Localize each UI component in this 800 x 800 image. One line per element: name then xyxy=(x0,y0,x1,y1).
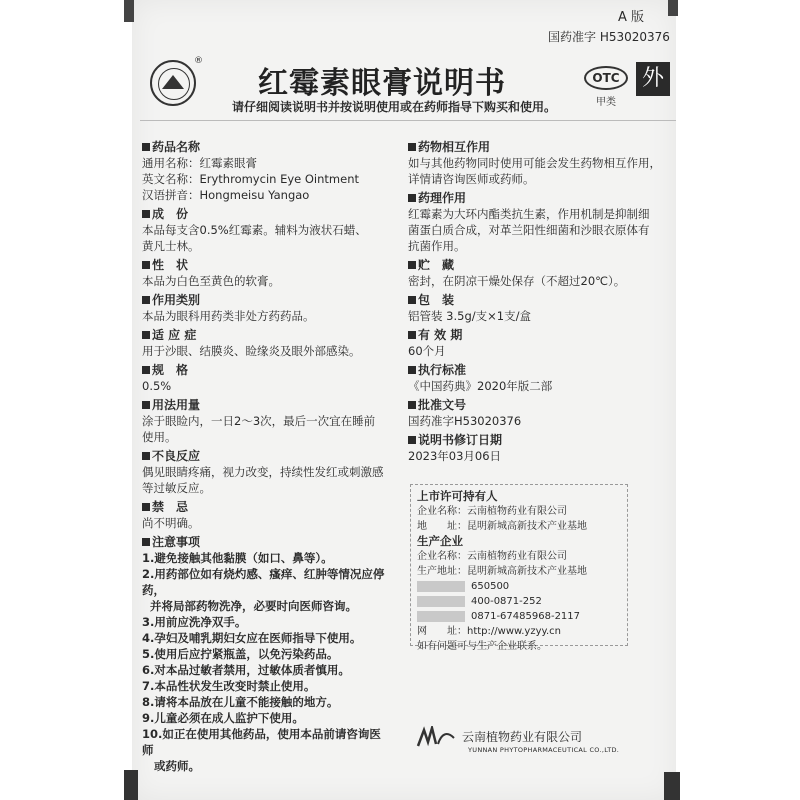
square-bullet-icon xyxy=(142,366,150,374)
text-line: 《中国药典》2020年版二部 xyxy=(408,379,553,393)
company-logo-icon xyxy=(150,60,196,106)
precaution-item: 5.使用后应拧紧瓶盖，以免污染药品。 xyxy=(142,647,339,661)
producer-name: 企业名称：云南植物药业有限公司 xyxy=(417,551,567,562)
precaution-item: 9.儿童必须在成人监护下使用。 xyxy=(142,711,304,725)
text-line: 红霉素为大环内酯类抗生素，作用机制是抑制细 xyxy=(408,207,650,221)
redacted-label xyxy=(417,611,465,622)
text-line: 本品为白色至黄色的软膏。 xyxy=(142,274,280,288)
square-bullet-icon xyxy=(142,296,150,304)
footer-company-name: 云南植物药业有限公司 xyxy=(462,730,583,744)
section-title: 药品名称 xyxy=(142,139,392,155)
background-right xyxy=(676,0,800,800)
producer-address: 生产地址：昆明新城高新技术产业基地 xyxy=(417,566,587,577)
binder-clip xyxy=(124,770,138,800)
square-bullet-icon xyxy=(142,538,150,546)
footer-company-english: YUNNAN PHYTOPHARMACEUTICAL CO.,LTD. xyxy=(468,746,620,754)
section-title: 说明书修订日期 xyxy=(408,432,670,448)
section-title: 药物相互作用 xyxy=(408,139,670,155)
text-line: 抗菌作用。 xyxy=(408,239,466,253)
text-line: 等过敏反应。 xyxy=(142,481,211,495)
company-footer-logo-icon xyxy=(416,726,456,748)
usage-notice: 请仔细阅读说明书并按说明使用或在药师指导下购买和使用。 xyxy=(232,100,557,114)
text-line: 密封，在阴凉干燥处保存（不超过20℃）。 xyxy=(408,274,626,288)
text-line: 英文名称：Erythromycin Eye Ointment xyxy=(142,172,360,186)
manufacturer-info-box xyxy=(410,484,628,652)
section-title: 规 格 xyxy=(142,362,392,378)
divider xyxy=(140,120,676,121)
postcode: 650500 xyxy=(471,581,510,592)
square-bullet-icon xyxy=(408,401,416,409)
text-line: 国药准字H53020376 xyxy=(408,414,522,428)
registered-mark: ® xyxy=(194,56,203,66)
section-title: 用法用量 xyxy=(142,397,392,413)
square-bullet-icon xyxy=(408,436,416,444)
text-line: 本品为眼科用药类非处方药药品。 xyxy=(142,309,315,323)
text-line: 2023年03月06日 xyxy=(408,449,502,463)
square-bullet-icon xyxy=(408,331,416,339)
square-bullet-icon xyxy=(408,194,416,202)
mah-name: 企业名称：云南植物药业有限公司 xyxy=(417,506,567,517)
text-line: 60个月 xyxy=(408,344,446,358)
section-title: 性 状 xyxy=(142,257,392,273)
mah-address: 地 址：昆明新城高新技术产业基地 xyxy=(417,521,587,532)
square-bullet-icon xyxy=(142,452,150,460)
text-line: 偶见眼睛疼痛，视力改变，持续性发红或刺激感 xyxy=(142,465,384,479)
website: 网 址：http://www.yzyy.cn xyxy=(417,626,562,637)
precaution-item: 3.用前应洗净双手。 xyxy=(142,615,247,629)
approval-number-top: 国药准字 H53020376 xyxy=(548,30,670,44)
precaution-item: 8.请将本品放在儿童不能接触的地方。 xyxy=(142,695,339,709)
section-title: 有 效 期 xyxy=(408,327,670,343)
square-bullet-icon xyxy=(142,503,150,511)
otc-class-label: 甲类 xyxy=(596,97,616,108)
binder-clip xyxy=(668,0,678,16)
precaution-item: 或药师。 xyxy=(142,759,201,773)
text-line: 菌蛋白质合成，对革兰阳性细菌和沙眼衣原体有 xyxy=(408,223,650,237)
section-title: 批准文号 xyxy=(408,397,670,413)
producer-title: 生产企业 xyxy=(417,534,463,548)
section-title: 作用类别 xyxy=(142,292,392,308)
text-line: 铝管装 3.5g/支×1支/盒 xyxy=(408,309,531,323)
section-title: 适 应 症 xyxy=(142,327,392,343)
precaution-item: 7.本品性状发生改变时禁止使用。 xyxy=(142,679,316,693)
square-bullet-icon xyxy=(142,331,150,339)
text-line: 黄凡士林。 xyxy=(142,239,200,253)
section-title: 注意事项 xyxy=(142,534,392,550)
text-line: 本品每支含0.5%红霉素。辅料为液状石蜡、 xyxy=(142,223,367,237)
section-title: 成 份 xyxy=(142,206,392,222)
precaution-item: 4.孕妇及哺乳期妇女应在医师指导下使用。 xyxy=(142,631,362,645)
square-bullet-icon xyxy=(142,210,150,218)
precaution-item: 2.用药部位如有烧灼感、瘙痒、红肿等情况应停药， xyxy=(142,567,385,597)
square-bullet-icon xyxy=(408,296,416,304)
background-left xyxy=(0,0,124,800)
square-bullet-icon xyxy=(408,143,416,151)
text-line: 汉语拼音：Hongmeisu Yangao xyxy=(142,188,310,202)
binder-clip xyxy=(664,772,680,800)
text-line: 使用。 xyxy=(142,430,177,444)
mah-title: 上市许可持有人 xyxy=(417,489,498,503)
text-line: 涂于眼睑内，一日2～3次，最后一次宜在睡前 xyxy=(142,414,376,428)
right-column xyxy=(408,136,670,464)
section-title: 贮 藏 xyxy=(408,257,670,273)
section-title: 包 装 xyxy=(408,292,670,308)
otc-badge: OTC xyxy=(584,66,628,90)
version-label: A 版 xyxy=(618,10,645,25)
text-line: 尚不明确。 xyxy=(142,516,200,530)
redacted-label xyxy=(417,581,465,592)
text-line: 通用名称：红霉素眼膏 xyxy=(142,156,257,170)
section-title: 不良反应 xyxy=(142,448,392,464)
left-column xyxy=(142,136,392,774)
redacted-label xyxy=(417,596,465,607)
text-line: 如与其他药物同时使用可能会发生药物相互作用， xyxy=(408,156,661,170)
phone-2: 0871-67485968-2117 xyxy=(471,611,581,622)
square-bullet-icon xyxy=(142,401,150,409)
phone-1: 400-0871-252 xyxy=(471,596,542,607)
binder-clip xyxy=(124,0,134,22)
section-title: 药理作用 xyxy=(408,190,670,206)
text-line: 0.5% xyxy=(142,379,172,393)
text-line: 用于沙眼、结膜炎、睑缘炎及眼外部感染。 xyxy=(142,344,361,358)
section-title: 禁 忌 xyxy=(142,499,392,515)
square-bullet-icon xyxy=(142,143,150,151)
square-bullet-icon xyxy=(408,261,416,269)
precaution-item: 6.对本品过敏者禁用，过敏体质者慎用。 xyxy=(142,663,350,677)
precaution-item: 并将局部药物洗净，必要时向医师咨询。 xyxy=(142,599,358,613)
external-use-badge: 外 xyxy=(636,62,670,96)
section-title: 执行标准 xyxy=(408,362,670,378)
text-line: 详情请咨询医师或药师。 xyxy=(408,172,535,186)
square-bullet-icon xyxy=(408,366,416,374)
contact-note: 如有问题可与生产企业联系。 xyxy=(417,641,547,652)
document-title: 红霉素眼膏说明书 xyxy=(258,66,506,101)
square-bullet-icon xyxy=(142,261,150,269)
precaution-item: 10.如正在使用其他药品，使用本品前请咨询医师 xyxy=(142,727,381,757)
precaution-item: 1.避免接触其他黏膜（如口、鼻等）。 xyxy=(142,551,333,565)
